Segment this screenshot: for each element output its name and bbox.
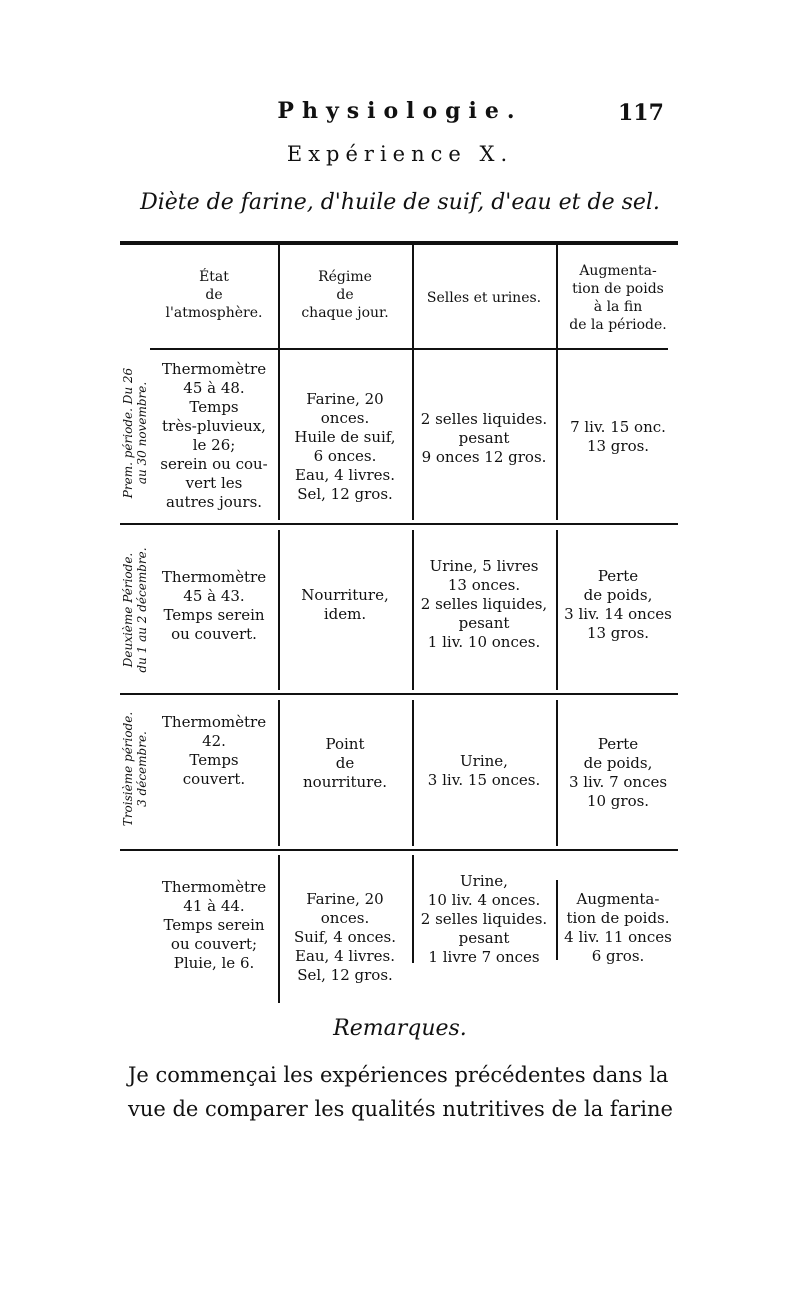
row1-period-label: Prem. période. Du 26 au 30 novembre. xyxy=(121,367,149,499)
row4-regime: Farine, 20 onces. Suif, 4 onces. Eau, 4 livres. Sel, 12 gros. xyxy=(293,890,397,984)
remarques-heading: Remarques. xyxy=(333,1016,467,1041)
row4-atmosphere: Thermomètre 41 à 44. Temps serein ou couvert; Pluie, le 6. xyxy=(161,878,267,972)
row2-regime: Nourriture, idem. xyxy=(301,586,389,623)
row1-selles: 2 selles liquides. pesant 9 onces 12 gros. xyxy=(420,410,548,466)
running-title: Physiologie. xyxy=(277,98,523,124)
row1-atmosphere: Thermomètre 45 à 48. Temps très-pluvieux, le 26; serein ou cou- vert les autres jours. xyxy=(160,360,268,511)
col-divider-2 xyxy=(412,245,414,520)
row3-regime: Point de nourriture. xyxy=(303,735,387,791)
row3-selles: Urine, 3 liv. 15 onces. xyxy=(427,752,541,789)
col-header-regime: Régime de chaque jour. xyxy=(301,269,389,321)
row3-period-label: Troisième période. 3 décembre. xyxy=(121,711,149,827)
page-number: 117 xyxy=(618,100,664,126)
row1-poids: 7 liv. 15 onc. 13 gros. xyxy=(570,418,666,455)
body-line-1: Je commençai les expériences précédentes dans la xyxy=(128,1063,669,1087)
row4-poids: Augmenta- tion de poids. 4 liv. 11 onces 6 gros. xyxy=(564,890,672,965)
row2-period-label: Deuxième Période. du 1 au 2 décembre. xyxy=(121,547,149,673)
experience-title: Expérience X. xyxy=(286,142,514,166)
row4-selles: Urine, 10 liv. 4 onces. 2 selles liquides. pesant 1 livre 7 onces xyxy=(420,872,548,966)
row2-poids: Perte de poids, 3 liv. 14 onces 13 gros. xyxy=(564,567,672,642)
subtitle: Diète de farine, d'huile de suif, d'eau et de sel. xyxy=(140,190,660,215)
row1-regime: Farine, 20 onces. Huile de suif, 6 onces. Eau, 4 livres. Sel, 12 gros. xyxy=(294,390,396,503)
row3-bottom-rule xyxy=(120,849,678,851)
row3-poids: Perte de poids, 3 liv. 7 onces 10 gros. xyxy=(568,735,668,810)
col-header-poids: Augmenta- tion de poids à la fin de la période. xyxy=(569,263,667,333)
col-header-atmosphere: État de l'atmosphère. xyxy=(165,269,263,321)
row2-bottom-rule xyxy=(120,693,678,695)
header-bottom-rule xyxy=(150,348,668,350)
body-line-2: vue de comparer les qualités nutritives de la farine xyxy=(128,1097,673,1121)
row1-bottom-rule xyxy=(120,523,678,525)
table-top-rule xyxy=(120,241,678,245)
col-header-selles: Selles et urines. xyxy=(426,290,542,306)
row2-atmosphere: Thermomètre 45 à 43. Temps serein ou couvert. xyxy=(161,568,267,643)
row3-atmosphere: Thermomètre 42. Temps couvert. xyxy=(161,713,267,788)
row2-selles: Urine, 5 livres 13 onces. 2 selles liquides, pesant 1 liv. 10 onces. xyxy=(420,557,548,651)
